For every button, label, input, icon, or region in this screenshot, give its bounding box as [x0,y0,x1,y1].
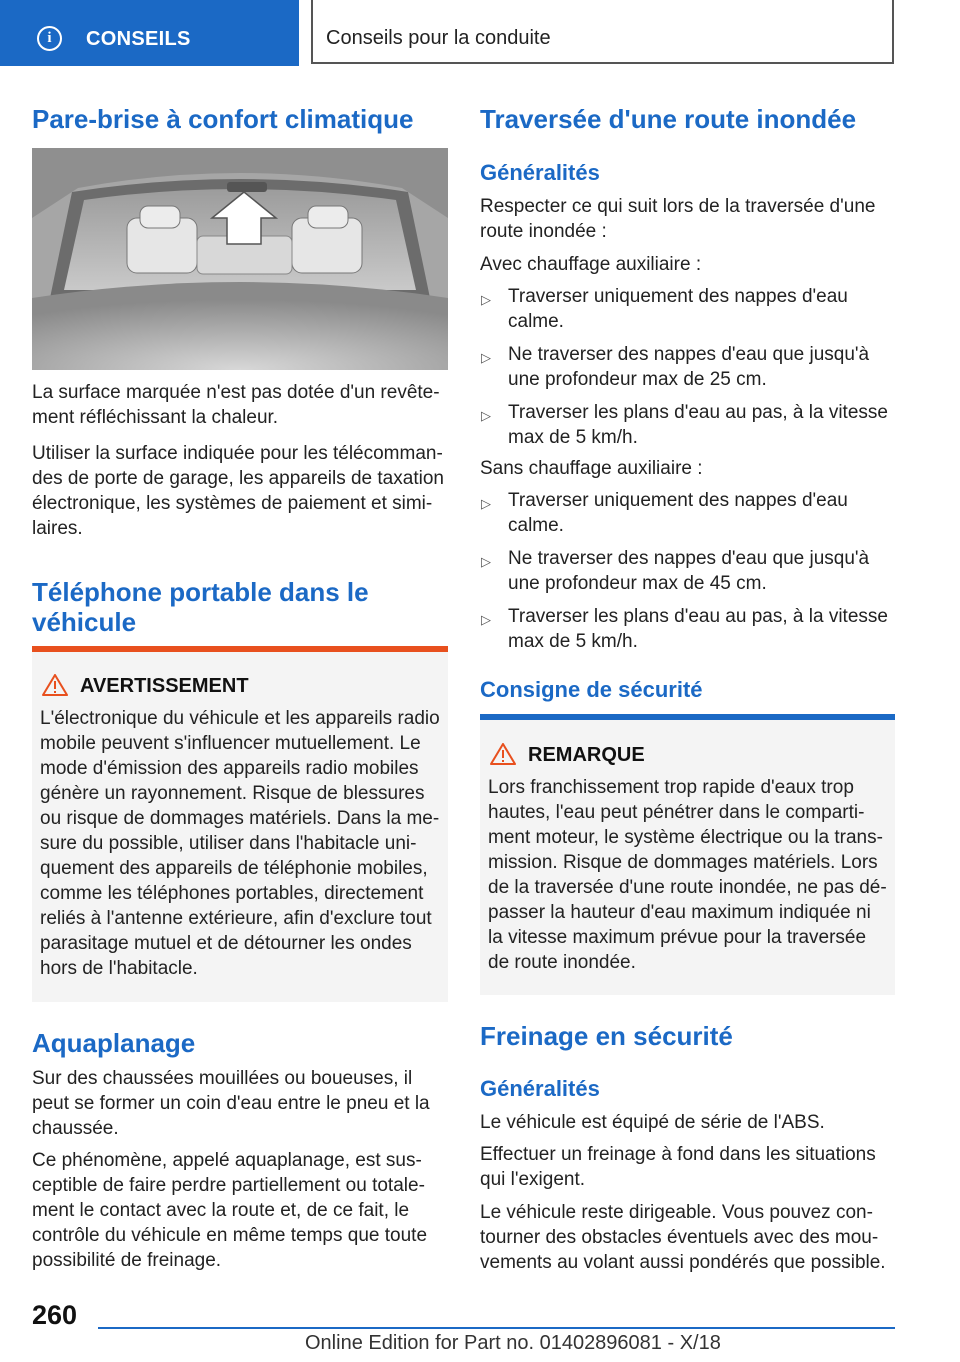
paragraph: La surface marquée n'est pas dotée d'un revête-ment réfléchissant la chaleur. [32,382,440,428]
page-header [0,0,960,66]
triangle-bullet-icon: ▷ [481,408,491,423]
page-number: 260 [32,1300,78,1330]
windshield-image [32,148,448,370]
triangle-bullet-icon: ▷ [481,496,491,511]
warning-triangle-icon [490,743,516,765]
heading-flooded-road: Traversée d'une route inondée [480,104,857,134]
paragraph: Le véhicule est équipé de série de l'ABS. [480,1112,825,1133]
notice-title: REMARQUE [528,744,645,766]
section-tab-label: CONSEILS [86,28,191,50]
heading-safe-braking: Freinage en sécurité [480,1021,733,1051]
triangle-bullet-icon: ▷ [481,612,491,627]
heading-line: Téléphone portable dans le [32,577,369,607]
subheading-safety: Consigne de sécurité [480,677,703,702]
paragraph: Ce phénomène, appelé aquaplanage, est sus-ceptible de faire perdre partiellement ou totale-ment le contact avec la route et, de ce fait, le contrôle du véhicule en même temps que toute possibilité de freinage. [32,1150,428,1271]
list-item: ▷ Ne traverser des nappes d'eau que jusqu'à une profondeur max de 25 cm. [481,344,870,390]
paragraph: Sans chauffage auxiliaire : [480,458,703,479]
warning-triangle-icon [42,674,68,696]
heading-line: véhicule [32,607,137,637]
list-item: ▷ Ne traverser des nappes d'eau que jusqu'à une profondeur max de 45 cm. [481,548,870,594]
notice-accent-bar [480,714,895,720]
chapter-title-box [311,0,894,64]
subheading-general: Généralités [480,160,600,185]
list-item: ▷ Traverser les plans d'eau au pas, à la vitesse max de 5 km/h. [481,402,888,448]
heading-windshield: Pare-brise à confort climatique [32,104,414,134]
heading-aquaplaning: Aquaplanage [32,1028,196,1058]
warning-accent-bar [32,646,448,652]
paragraph: Sur des chaussées mouillées ou boueuses, il peut se former un coin d'eau entre le pneu et la chaussée. [32,1068,430,1139]
notice-box [480,714,895,995]
edition-footer: Online Edition for Part no. 01402896081 - X/18 [305,1332,721,1354]
list-with-aux-heater [480,284,895,458]
paragraph: Le véhicule reste dirigeable. Vous pouvez con-tourner des obstacles éventuels avec des mou-vements au volant aussi pondérés que possible. [480,1202,886,1273]
footer-rule [98,1327,895,1329]
list-item: ▷ Traverser les plans d'eau au pas, à la vitesse max de 5 km/h. [481,606,888,652]
subheading-general: Généralités [480,1076,600,1101]
paragraph: Respecter ce qui suit lors de la traversée d'une route inondée : [480,196,876,242]
windshield-illustration [32,148,448,370]
triangle-bullet-icon: ▷ [481,292,491,307]
triangle-bullet-icon: ▷ [481,554,491,569]
paragraph: Effectuer un freinage à fond dans les situations qui l'exigent. [480,1144,876,1190]
paragraph: Avec chauffage auxiliaire : [480,254,702,275]
heading-mobile-phone [32,577,448,637]
notice-text: Lors franchissement trop rapide d'eaux trop hautes, l'eau peut pénétrer dans le comparti-ment moteur, le système électrique ou la trans-mission. Risque de dommages matériels. Lors de la traversée d'une route inondée, ne pas dé-passer la hauteur d'eau maximum indiquée ni la vitesse maximum prévue pour la traversée de route inondée. [488,777,887,973]
info-icon: i [37,26,62,51]
warning-title: AVERTISSEMENT [80,675,249,697]
list-item: ▷ Traverser uniquement des nappes d'eau calme. [481,490,848,536]
paragraph: Utiliser la surface indiquée pour les télécomman-des de porte de garage, les appareils de taxation électronique, les systèmes de paiement et simi-laires. [32,443,444,539]
list-item: ▷ Traverser uniquement des nappes d'eau calme. [481,286,848,332]
list-without-aux-heater [480,488,895,662]
chapter-title: Conseils pour la conduite [326,27,551,49]
triangle-bullet-icon: ▷ [481,350,491,365]
warning-box [32,646,448,1002]
section-tab[interactable] [0,0,299,66]
warning-text: L'électronique du véhicule et les appareils radio mobile peuvent s'influencer mutuellement. Le mode d'émission des appareils radio mobiles génère un rayonnement. Risque de blessures ou risque de dommages matériels. Dans la me-sure du possible, utiliser dans l'habitacle uni-quement des appareils de téléphonie mobiles, comme les téléphones portables, directement reliés à l'antenne extérieure, afin d'exclure tout parasitage mutuel et de détourner les ondes hors de l'habitacle. [40,708,440,979]
